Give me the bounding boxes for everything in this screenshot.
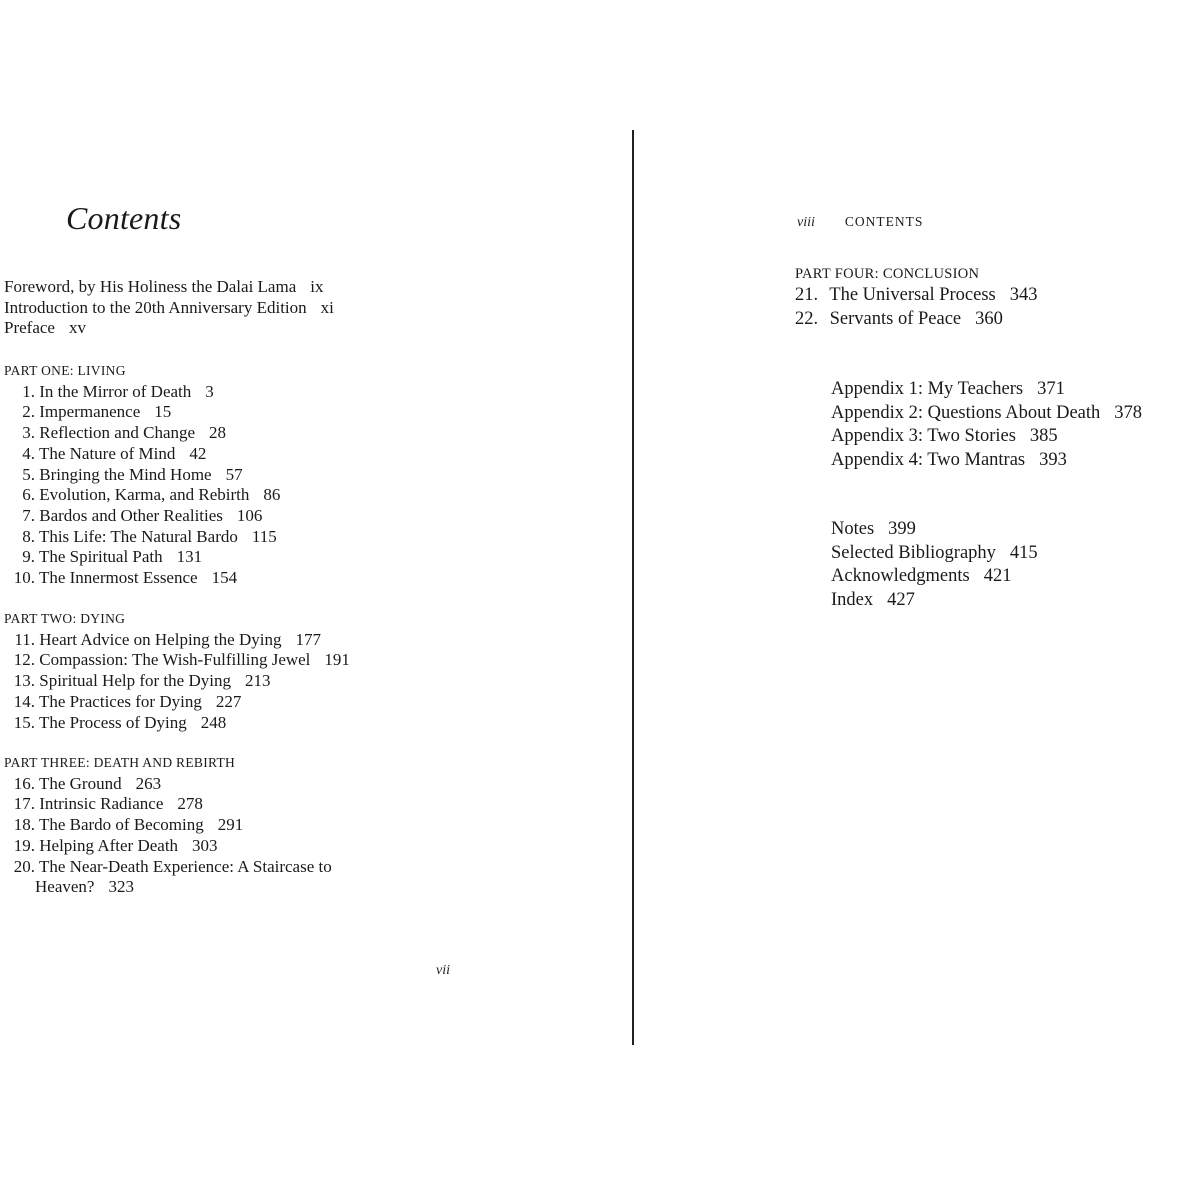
front-matter-list — [4, 277, 334, 339]
toc-entry: Appendix 3: Two Stories 385 — [831, 426, 1058, 446]
toc-entry: 11. Heart Advice on Helping the Dying 177 — [14, 629, 321, 649]
toc-entry: 1. In the Mirror of Death 3 — [22, 381, 214, 401]
part-heading: PART FOUR: CONCLUSION — [795, 266, 980, 282]
contents-title: Contents — [66, 200, 182, 236]
toc-entry: Introduction to the 20th Anniversary Edition xi — [4, 297, 334, 317]
toc-entry: 7. Bardos and Other Realities 106 — [22, 505, 263, 525]
running-head: CONTENTS — [844, 214, 924, 229]
part-one-section — [4, 361, 280, 589]
toc-entry: Appendix 1: My Teachers 371 — [831, 379, 1065, 399]
toc-entry: 6. Evolution, Karma, and Rebirth 86 — [22, 485, 281, 505]
page-number: viii — [797, 215, 815, 230]
part-two-section — [4, 609, 350, 733]
toc-entry: 9. The Spiritual Path 131 — [22, 547, 203, 567]
part-three-section — [4, 753, 332, 898]
toc-entry: 19. Helping After Death 303 — [13, 835, 218, 855]
toc-entry: 2. Impermanence 15 — [22, 402, 172, 422]
part-heading: PART THREE: DEATH AND REBIRTH — [4, 755, 236, 770]
toc-entry: 16. The Ground 263 — [13, 773, 162, 793]
toc-entry: Notes 399 — [831, 519, 916, 539]
toc-entry: Foreword, by His Holiness the Dalai Lama ix — [4, 277, 324, 296]
toc-entry: 3. Reflection and Change 28 — [22, 423, 227, 443]
part-heading: PART ONE: LIVING — [4, 363, 126, 378]
toc-entry: 14. The Practices for Dying 227 — [13, 691, 242, 711]
running-header — [797, 214, 923, 231]
toc-entry-continuation: Heaven? 323 — [35, 877, 134, 897]
toc-entry: 4. The Nature of Mind 42 — [22, 443, 207, 463]
toc-entry: 8. This Life: The Natural Bardo 115 — [22, 526, 277, 546]
toc-entry: 13. Spiritual Help for the Dying 213 — [13, 671, 271, 691]
back-matter-list — [831, 518, 1038, 612]
toc-entry: 18. The Bardo of Becoming 291 — [13, 815, 244, 835]
toc-entry: Appendix 4: Two Mantras 393 — [831, 449, 1067, 470]
toc-entry: Index 427 — [831, 589, 915, 610]
toc-entry: 5. Bringing the Mind Home 57 — [22, 464, 243, 484]
toc-entry: 20. The Near-Death Experience: A Staircase to — [13, 856, 332, 876]
toc-entry: 17. Intrinsic Radiance 278 — [13, 794, 203, 814]
toc-entry: 22. Servants of Peace 360 — [795, 308, 1003, 329]
toc-entry: 15. The Process of Dying 248 — [13, 712, 227, 732]
toc-entry: Preface xv — [4, 318, 86, 338]
toc-entry: 21. The Universal Process 343 — [795, 285, 1038, 305]
page-number: vii — [436, 963, 450, 978]
toc-entry: Selected Bibliography 415 — [831, 542, 1038, 563]
part-heading: PART TWO: DYING — [4, 611, 126, 626]
appendices-list — [831, 378, 1142, 472]
right-page — [634, 0, 1177, 1177]
toc-entry: 10. The Innermost Essence 154 — [13, 568, 238, 588]
part-four-section — [795, 264, 1038, 331]
toc-entry: Appendix 2: Questions About Death 378 — [831, 402, 1143, 423]
toc-entry: 12. Compassion: The Wish-Fulfilling Jewel 191 — [13, 650, 350, 670]
toc-entry: Acknowledgments 421 — [831, 566, 1012, 586]
